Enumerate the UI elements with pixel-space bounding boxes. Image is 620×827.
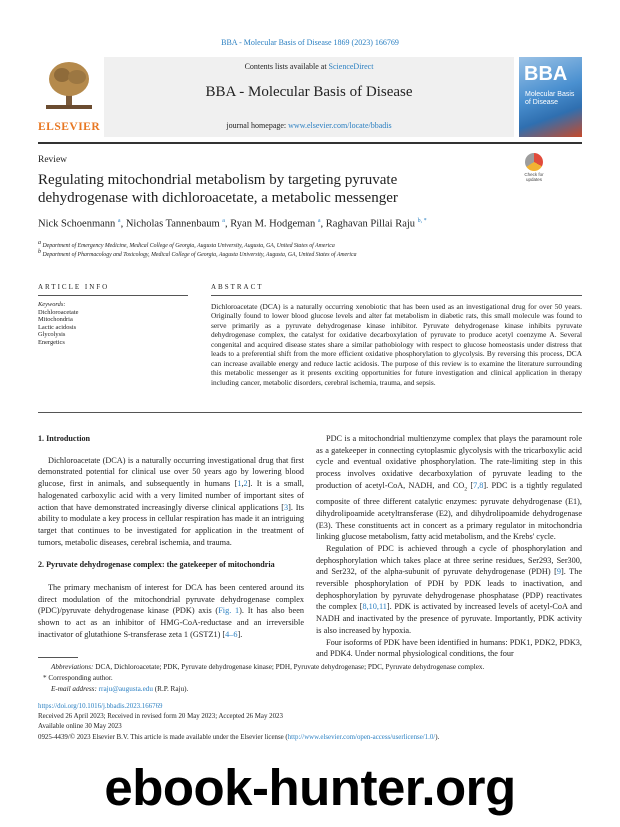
- affiliation-mark: a: [38, 240, 41, 246]
- abbreviations-label: Abbreviations:: [51, 663, 94, 671]
- cover-title: BBA: [524, 63, 568, 85]
- body-column-left: [38, 433, 304, 641]
- body-column-right: [316, 433, 582, 660]
- masthead: [38, 57, 582, 137]
- sciencedirect-link[interactable]: ScienceDirect: [328, 62, 374, 71]
- homepage-link[interactable]: www.elsevier.com/locate/bbadis: [288, 121, 392, 130]
- keyword: Mitochondria: [38, 316, 73, 324]
- homepage-prefix: journal homepage:: [226, 121, 289, 130]
- author-affil-mark[interactable]: b, *: [417, 218, 427, 224]
- check-for-updates-label: Check for updates: [524, 172, 544, 182]
- journal-banner: [104, 57, 514, 137]
- paragraph: Four isoforms of PDK have been identified in humans: PDK1, PDK2, PDK3, and PDK4. Under normal physiological conditions, the four: [316, 637, 582, 659]
- text-run: Dichloroacetate (DCA) is a naturally occurring investigational drug that first demonstrated potential for clinical use over 50 years ago by lowering blood glucose, first in animals, and subsequently in humans [: [38, 455, 304, 489]
- journal-citation-line[interactable]: BBA - Molecular Basis of Disease 1869 (2023) 166769: [221, 38, 399, 47]
- check-for-updates-icon: [525, 153, 543, 171]
- tree-icon: [46, 59, 92, 109]
- article-title: Regulating mitochondrial metabolism by targeting pyruvate dehydrogenase with dichloroacetate, a metabolic messenger: [38, 172, 398, 206]
- abbreviations-text: DCA, Dichloroacetate; PDK, Pyruvate dehydrogenase kinase; PDH, Pyruvate dehydrogenase; PDC, Pyruvate dehydrogenase complex.: [93, 663, 485, 671]
- corresponding-footnote: * Corresponding author.: [43, 674, 113, 682]
- text-run: ]. PDK is activated by increased levels of acetyl-CoA and NADH and inactivated by the presence of pyruvate. Importantly, PDK activity is also increased by hypoxia.: [316, 602, 583, 635]
- text-run: ]. The reversible phosphorylation of PDH by PDK leads to inactivation, and dephosphorylation by pyruvate dehydrogenase phosphatase (PDP) reactivates the complex [: [316, 567, 582, 612]
- keywords-label: Keywords:: [38, 301, 66, 308]
- section-heading: 2. Pyruvate dehydrogenase complex: the gatekeeper of mitochondria: [38, 560, 275, 570]
- info-divider: [38, 295, 188, 296]
- author-name[interactable]: Nicholas Tannenbaum: [125, 218, 220, 230]
- watermark-text: ebook-hunter.org: [104, 759, 516, 816]
- text-run: ,: [241, 479, 244, 489]
- reference-link[interactable]: 4–6: [225, 629, 238, 639]
- cover-subtitle: Molecular Basis of Disease: [525, 91, 575, 106]
- homepage-line: [104, 121, 514, 130]
- author-affil-mark[interactable]: a: [317, 218, 321, 224]
- reference-link[interactable]: 1: [237, 479, 242, 489]
- reference-link[interactable]: 8,10,11: [362, 602, 387, 612]
- publisher-name: ELSEVIER: [38, 121, 101, 133]
- footnote-divider: [38, 657, 78, 658]
- journal-title: BBA - Molecular Basis of Disease: [205, 84, 413, 100]
- abbreviations-footnote: [38, 662, 582, 673]
- text-run: The primary mechanism of interest for DCA has been centered around its direct modulation of the mitochondrial pyruvate dehydrogenase complex (PDC)/pyruvate dehydrogenase kinase (PDK) axis (: [38, 583, 304, 616]
- body-divider: [38, 412, 582, 413]
- text-run: ].: [237, 629, 243, 639]
- paragraph: [38, 582, 304, 641]
- available-online-date: Available online 30 May 2023: [38, 723, 122, 731]
- keyword: Glycolysis: [38, 331, 66, 339]
- email-suffix: (R.P. Raju).: [152, 685, 189, 693]
- reference-link[interactable]: 7,8: [473, 480, 484, 490]
- section-heading: 1. Introduction: [38, 434, 91, 443]
- license-text: 0925-4439/© 2023 Elsevier B.V. This article is made available under the Elsevier license (: [38, 733, 288, 741]
- elsevier-logo: [38, 57, 100, 137]
- abstract-divider: [211, 295, 582, 296]
- reference-link[interactable]: 2: [243, 479, 248, 489]
- masthead-divider: [38, 142, 582, 144]
- abstract-heading: ABSTRACT: [211, 283, 264, 291]
- paragraph: [38, 455, 304, 549]
- journal-cover-image: [519, 57, 582, 137]
- affiliation: [38, 240, 582, 249]
- license-text: ).: [435, 733, 440, 741]
- affiliation-text: Department of Emergency Medicine, Medical College of Georgia, Augusta University, Augusta, GA, United States of America: [42, 242, 335, 249]
- author-name[interactable]: Ryan M. Hodgeman: [230, 218, 316, 230]
- author-list: Nick Schoenmann $^a$, Nicholas Tannenbaum $^a$, Ryan M. Hodgeman $^a$, Raghavan Pillai Raju $^{b, *}$: [38, 218, 427, 230]
- check-for-updates-badge[interactable]: [519, 153, 549, 185]
- keyword: Lactic acidosis: [38, 323, 77, 331]
- email-label: E-mail address:: [51, 685, 97, 693]
- affiliation: [38, 249, 582, 258]
- text-run: Regulation of PDC is achieved through a cycle of phosphorylation and dephosphorylation which takes place at three serine residues, Ser293, Ser300, and Ser232, of the alpha-subunit of pyruvate dehydrogenase (PDH) [: [316, 543, 582, 577]
- reference-link[interactable]: 3: [284, 502, 289, 512]
- author-name[interactable]: Nick Schoenmann: [38, 218, 116, 230]
- keywords-block: [38, 301, 188, 347]
- text-run: [: [467, 480, 474, 490]
- license-line: [38, 733, 582, 743]
- paragraph: [316, 543, 582, 637]
- affiliation-text: Department of Pharmacology and Toxicology, Medical College of Georgia, Augusta University, Augusta, GA, United States of America: [42, 251, 357, 258]
- received-dates: Received 26 April 2023; Received in revised form 20 May 2023; Accepted 26 May 2023: [38, 713, 283, 721]
- abstract-text: Dichloroacetate (DCA) is a naturally occurring xenobiotic that has been used as an investigational drug for over 50 years. Originally found to lower blood glucose levels and alter fat metabolism in diabetic rats, this small molecule was found to serve primarily as a pyruvate dehydrogenase kinase inhibitor. Pyruvate dehydrogenase kinase inhibits pyruvate dehydrogenase complex, the catalyst for oxidative decarboxylation of pyruvate to produce acetyl coenzyme A. Several congenital and acquired disease states share a similar pathobiology with respect to glucose homeostasis under distress that leads to a preferential shift from the more efficient oxidative phosphorylation to glycolysis. By reversing this process, DCA can increase available energy and reduce lactic acidosis. The purpose of this review is to examine the literature surrounding this metabolic messenger as it presents exciting opportunities for future investigation and clinical application in therapy including cancer, metabolic disorders, cerebral ischemia, trauma, and sepsis.: [211, 302, 582, 387]
- figure-link[interactable]: Fig. 1: [218, 606, 240, 616]
- author-affil-mark[interactable]: a: [222, 218, 225, 224]
- email-link[interactable]: rraju@augusta.edu: [98, 685, 153, 693]
- contents-line: [104, 62, 514, 71]
- text-run: ]. Its ability to modulate a key process in cellular respiration has made it an intriguing target that continues to be investigated for application in the treatment of tumors, metabolic diseases, cerebral ischemia, and trauma.: [38, 502, 304, 547]
- affiliation-mark: b: [38, 249, 41, 255]
- license-link[interactable]: http://www.elsevier.com/open-access/userlicense/1.0/: [287, 733, 436, 741]
- contents-prefix: Contents lists available at: [244, 62, 329, 71]
- subscript: 2: [464, 486, 468, 493]
- text-run: PDC is a mitochondrial multienzyme complex that plays the paramount role as a gatekeeper in connecting cytoplasmic glycolysis with the tricarboxylic acid cycle and eventual oxidative phosphorylation. The rate-limiting step in this process involves oxidative decarboxylation of pyruvate leading to the production of acetyl-CoA, NADH, and CO: [316, 434, 582, 490]
- article-type: Review: [38, 155, 68, 165]
- author-affil-mark[interactable]: a: [117, 218, 121, 224]
- keyword: Energetics: [38, 338, 65, 346]
- text-run: ]. PDC is a tightly regulated composite of three different catalytic enzymes: pyruvate dehydrogenase (E1), dihydrolipoamide acetyltransferase (E2), and dihydrolipoamide dehydrogenase (E3). These constituents act in concert as a primary regulator in mitochondria linking glucose metabolism, fatty acid metabolism, and the Krebs' cycle.: [316, 480, 582, 542]
- text-run: ). It has also been shown to act as an inhibitor of HMG-CoA-reductase and an irreversible inactivator of glutathione S-transferase zeta 1 (GSTZ1) [: [38, 606, 304, 639]
- author-name[interactable]: Raghavan Pillai Raju: [325, 218, 416, 230]
- footnotes: [38, 662, 582, 695]
- text-run: ]. It is a small, halogenated carboxylic acid with a very limited number of important sites of action that have demonstrated increasingly diverse clinical applications [: [38, 479, 304, 512]
- keyword: Dichloroacetate: [38, 308, 79, 316]
- doi-link[interactable]: https://doi.org/10.1016/j.bbadis.2023.166769: [38, 703, 163, 710]
- email-footnote: [38, 684, 582, 695]
- article-info-heading: ARTICLE INFO: [38, 283, 110, 291]
- reference-link[interactable]: 9: [556, 567, 561, 577]
- paragraph: [316, 433, 582, 543]
- publication-info: [38, 702, 582, 743]
